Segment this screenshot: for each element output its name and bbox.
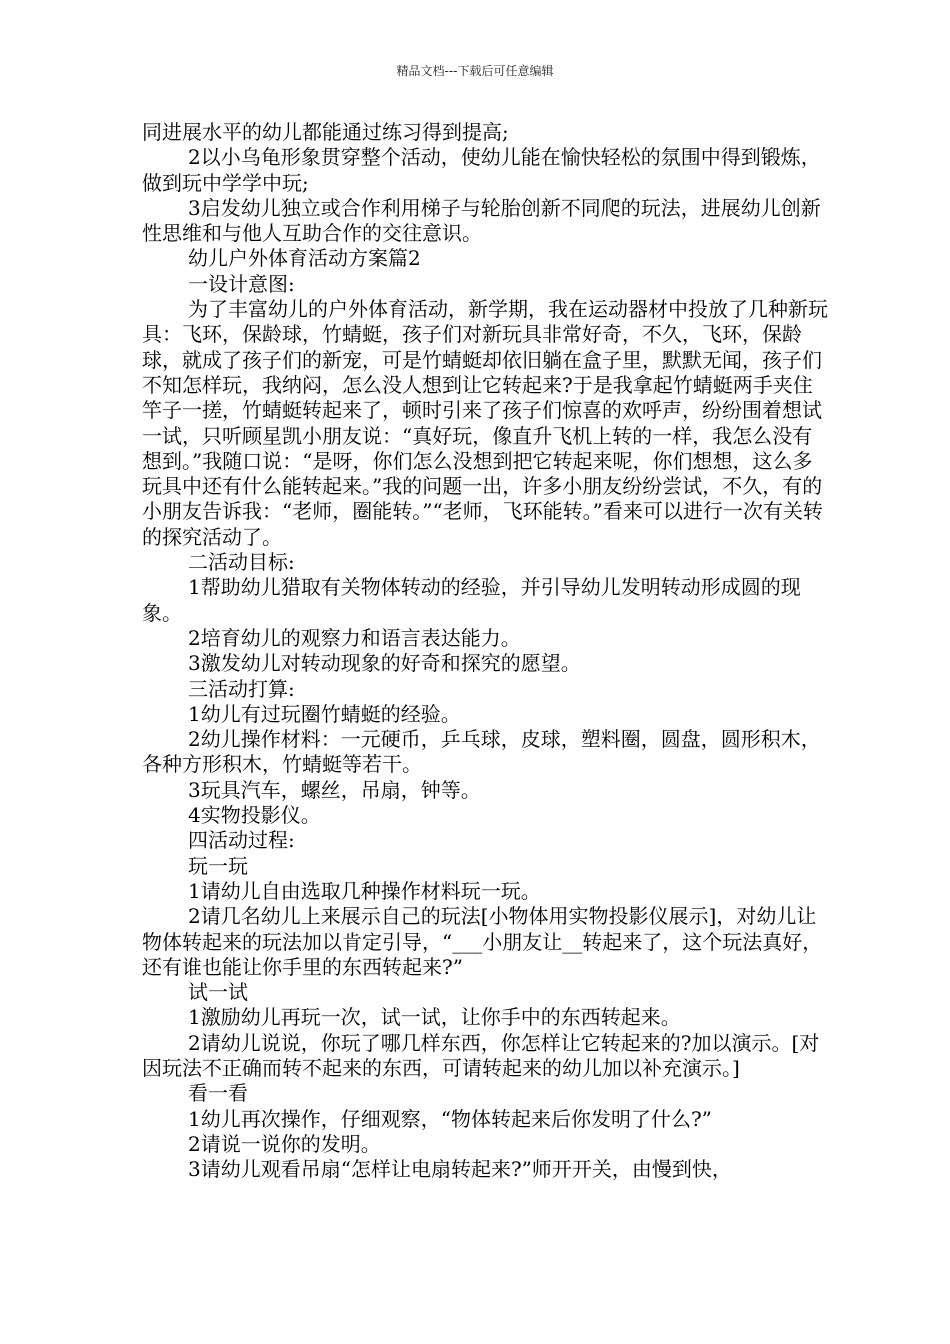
page-header: 精品文档---下载后可任意编辑 bbox=[396, 64, 554, 78]
paragraph: 二活动目标: bbox=[188, 550, 295, 575]
paragraph: 看一看 bbox=[188, 1081, 248, 1106]
paragraph: 1请幼儿自由选取几种操作材料玩一玩。 bbox=[188, 878, 541, 903]
paragraph: 3启发幼儿独立或合作利用梯子与轮胎创新不同爬的玩法，进展幼儿创新性思维和与他人互助合作的交往意识。 bbox=[142, 195, 821, 246]
paragraph: 试一试 bbox=[188, 980, 248, 1005]
document-body bbox=[142, 120, 832, 1182]
paragraph: 2请说一说你的发明。 bbox=[188, 1131, 381, 1156]
paragraph: 幼儿户外体育活动方案篇2 bbox=[188, 246, 421, 271]
paragraph: 1幼儿有过玩圈竹蜻蜓的经验。 bbox=[188, 701, 461, 726]
paragraph: 3玩具汽车，螺丝，吊扇，钟等。 bbox=[188, 777, 481, 802]
paragraph: 1帮助幼儿猎取有关物体转动的经验，并引导幼儿发明转动形成圆的现象。 bbox=[142, 575, 801, 625]
paragraph: 2培育幼儿的观察力和语言表达能力。 bbox=[188, 625, 521, 650]
paragraph: 为了丰富幼儿的户外体育活动，新学期，我在运动器材中投放了几种新玩具：飞环，保龄球，竹蜻蜓，孩子们对新玩具非常好奇，不久，飞环，保龄球，就成了孩子们的新宠，可是竹蜻蜓却依旧躺在盒子里，默默无闻，孩子们不知怎样玩，我纳闷，怎么没人想到让它转起来?于是我拿起竹蜻蜓两手夹住竿子一搓，竹蜻蜓转起来了，顿时引来了孩子们惊喜的欢呼声，纷纷围着想试一试，只听顾星凯小朋友说：“真好玩，像直升飞机上转的一样，我怎么没有想到。”我随口说：“是呀，你们怎么没想到把它转起来呢，你们想想，这么多玩具中还有什么能转起来。”我的问题一出，许多小朋友纷纷尝试，不久，有的小朋友告诉我：“老师，圈能转。”“老师，飞环能转。”看来可以进行一次有关转的探究活动了。 bbox=[142, 297, 828, 549]
paragraph: 1激励幼儿再玩一次，试一试，让你手中的东西转起来。 bbox=[188, 1005, 681, 1030]
paragraph: 1幼儿再次操作，仔细观察，“物体转起来后你发明了什么?” bbox=[188, 1106, 712, 1131]
paragraph: 四活动过程: bbox=[188, 828, 295, 853]
paragraph: 玩一玩 bbox=[188, 853, 248, 878]
paragraph: 3请幼儿观看吊扇“怎样让电扇转起来?”师开开关，由慢到快， bbox=[188, 1157, 732, 1182]
paragraph: 4实物投影仪。 bbox=[188, 803, 321, 828]
paragraph: 三活动打算: bbox=[188, 676, 295, 701]
paragraph: 同进展水平的幼儿都能通过练习得到提高; bbox=[142, 120, 509, 144]
paragraph: 2请幼儿说说，你玩了哪几样东西，你怎样让它转起来的?加以演示。[对因玩法不正确而转不起来的东西，可请转起来的幼儿加以补充演示。] bbox=[142, 1030, 820, 1080]
paragraph: 3激发幼儿对转动现象的好奇和探究的愿望。 bbox=[188, 651, 581, 676]
paragraph: 2以小乌龟形象贯穿整个活动，使幼儿能在愉快轻松的氛围中得到锻炼，做到玩中学学中玩; bbox=[142, 145, 821, 195]
paragraph: 一设计意图: bbox=[188, 271, 295, 296]
paragraph: 2请几名幼儿上来展示自己的玩法[小物体用实物投影仪展示]，对幼儿让物体转起来的玩法加以肯定引导，“___小朋友让__转起来了，这个玩法真好，还有谁也能让你手里的东西转起来?” bbox=[142, 904, 823, 979]
paragraph: 2幼儿操作材料：一元硬币，乒乓球，皮球，塑料圈，圆盘，圆形积木，各种方形积木，竹蜻蜓等若干。 bbox=[142, 727, 821, 777]
